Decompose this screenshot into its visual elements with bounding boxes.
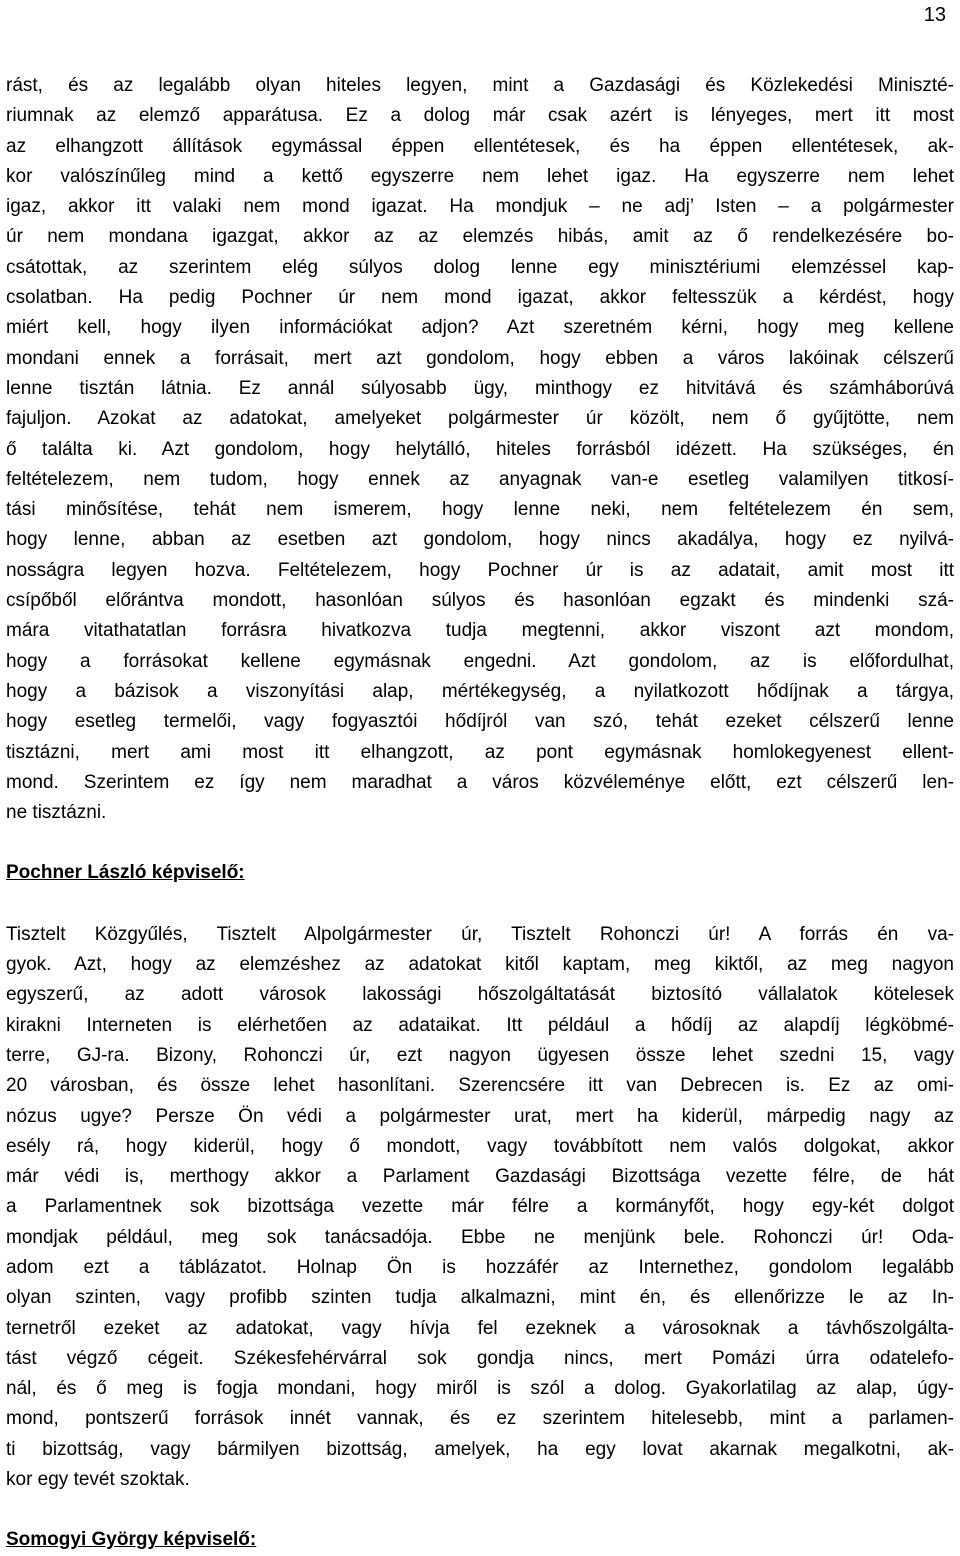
text-line: riumnak az elemző apparátusa. Ez a dolog már csak azért is lényeges, mert itt most bbox=[6, 105, 954, 127]
text-line: mára vitathatatlan forrásra hivatkozva tudja megtenni, akkor viszont azt mondom, bbox=[6, 620, 954, 642]
paragraph bbox=[6, 920, 954, 1496]
text-line: ne tisztázni. bbox=[6, 802, 107, 824]
text-line: rást, és az legalább olyan hiteles legyen, mint a Gazdasági és Közlekedési Miniszté- bbox=[6, 75, 954, 96]
text-line: terre, GJ-ra. Bizony, Rohonczi úr, ezt nagyon ügyesen össze lehet szedni 15, vagy bbox=[6, 1044, 954, 1066]
text-line: miért kell, hogy ilyen információkat adjon? Azt szeretném kérni, hogy meg kellene bbox=[6, 317, 954, 339]
text-line: csolatban. Ha pedig Pochner úr nem mond igazat, akkor feltesszük a kérdést, hogy bbox=[6, 287, 954, 309]
text-line: mond. Szerintem ez így nem maradhat a város közvéleménye előtt, ezt célszerű len- bbox=[6, 771, 954, 793]
text-line: igaz, akkor itt valaki nem mond igazat. Ha mondjuk – ne adj’ Isten – a polgármester bbox=[6, 196, 954, 218]
text-line: ternetről ezeket az adatokat, vagy hívja fel ezeknek a városoknak a távhőszolgálta- bbox=[6, 1317, 954, 1339]
speaker-heading: Somogyi György képviselő: bbox=[6, 1529, 257, 1551]
text-line: ő találta ki. Azt gondolom, hogy helytálló, hiteles forrásból idézett. Ha szükséges, én bbox=[6, 438, 954, 460]
text-line: olyan szinten, vagy profibb szinten tudja alkalmazni, mint én, és ellenőrizze le az In- bbox=[6, 1287, 954, 1309]
text-line: lenne tisztán látnia. Ez annál súlyosabb ügy, minthogy ez hitvitává és számháborúvá bbox=[6, 377, 954, 399]
page-number: 13 bbox=[923, 4, 946, 26]
document-body bbox=[6, 71, 954, 1556]
text-line: nál, és ő meg is fogja mondani, hogy miről is szól a dolog. Gyakorlatilag az alap, úgy- bbox=[6, 1378, 954, 1400]
text-line: hogy lenne, abban az esetben azt gondolom, hogy nincs akadálya, hogy ez nyilvá- bbox=[6, 529, 954, 551]
text-line: úr nem mondana igazgat, akkor az az elemzés hibás, amit az ő rendelkezésére bo- bbox=[6, 226, 954, 248]
text-line: nózus ugye? Persze Ön védi a polgármester urat, mert ha kiderül, márpedig nagy az bbox=[6, 1105, 954, 1127]
text-line: mondjak például, meg sok tanácsadója. Ebbe ne menjünk bele. Rohonczi úr! Oda- bbox=[6, 1226, 954, 1248]
text-line: ti bizottság, vagy bármilyen bizottság, amelyek, ha egy lovat akarnak megalkotni, ak- bbox=[6, 1438, 954, 1460]
text-line: nosságra legyen hozva. Feltételezem, hogy Pochner úr is az adatait, amit most itt bbox=[6, 559, 954, 581]
text-line: Tisztelt Közgyűlés, Tisztelt Alpolgármester úr, Tisztelt Rohonczi úr! A forrás én va- bbox=[6, 923, 954, 945]
text-line: fajuljon. Azokat az adatokat, amelyeket polgármester úr közölt, nem ő gyűjtötte, nem bbox=[6, 408, 954, 430]
text-line: tási minősítése, tehát nem ismerem, hogy lenne neki, nem feltételezem én sem, bbox=[6, 499, 954, 521]
text-line: mondani ennek a forrásait, mert azt gondolom, hogy ebben a város lakóinak célszerű bbox=[6, 347, 954, 369]
text-line: feltételezem, nem tudom, hogy ennek az anyagnak van-e esetleg valamilyen titkosí- bbox=[6, 468, 954, 490]
text-line: az elhangzott állítások egymással éppen ellentétesek, és ha éppen ellentétesek, ak- bbox=[6, 135, 954, 157]
text-line: tisztázni, mert ami most itt elhangzott, az pont egymásnak homlokegyenest ellent- bbox=[6, 741, 954, 763]
text-line: adom ezt a táblázatot. Holnap Ön is hozzáfér az Internethez, gondolom legalább bbox=[6, 1256, 954, 1278]
text-line: már védi is, merthogy akkor a Parlament Gazdasági Bizottsága vezette félre, de hát bbox=[6, 1166, 954, 1188]
text-line: hogy esetleg termelői, vagy fogyasztói hődíjról van szó, tehát ezeket célszerű lenne bbox=[6, 711, 954, 733]
text-line: gyok. Azt, hogy az elemzéshez az adatokat kitől kaptam, meg kiktől, az meg nagyon bbox=[6, 954, 954, 976]
speaker-heading: Pochner László képviselő: bbox=[6, 862, 245, 884]
text-line: a Parlamentnek sok bizottsága vezette már félre a kormányfőt, hogy egy-két dolgot bbox=[6, 1196, 954, 1218]
text-line: mond, pontszerű források innét vannak, és ez szerintem hitelesebb, mint a parlamen- bbox=[6, 1408, 954, 1430]
text-line: kor valószínűleg mind a kettő egyszerre nem lehet igaz. Ha egyszerre nem lehet bbox=[6, 165, 954, 187]
text-line: hogy a forrásokat kellene egymásnak engedni. Azt gondolom, az is előfordulhat, bbox=[6, 650, 954, 672]
paragraph bbox=[6, 71, 954, 828]
text-line: kor egy tevét szoktak. bbox=[6, 1469, 190, 1491]
text-line: csátottak, az szerintem elég súlyos dolog lenne egy minisztériumi elemzéssel kap- bbox=[6, 256, 954, 278]
text-line: 20 városban, és össze lehet hasonlítani. Szerencsére itt van Debrecen is. Ez az omi- bbox=[6, 1075, 954, 1097]
text-line: egyszerű, az adott városok lakossági hőszolgáltatását biztosító vállalatok kötelesek bbox=[6, 984, 954, 1006]
text-line: hogy a bázisok a viszonyítási alap, mértékegység, a nyilatkozott hődíjnak a tárgya, bbox=[6, 680, 954, 702]
text-line: kirakni Interneten is elérhetően az adataikat. Itt például a hődíj az alapdíj légköbmé- bbox=[6, 1014, 954, 1036]
text-line: tást végző cégeit. Székesfehérvárral sok gondja nincs, mert Pomázi úrra odatelefo- bbox=[6, 1347, 954, 1369]
text-line: esély rá, hogy kiderül, hogy ő mondott, vagy továbbított nem valós dolgokat, akkor bbox=[6, 1135, 954, 1157]
text-line: csípőből előrántva mondott, hasonlóan súlyos és hasonlóan egzakt és mindenki szá- bbox=[6, 590, 954, 612]
